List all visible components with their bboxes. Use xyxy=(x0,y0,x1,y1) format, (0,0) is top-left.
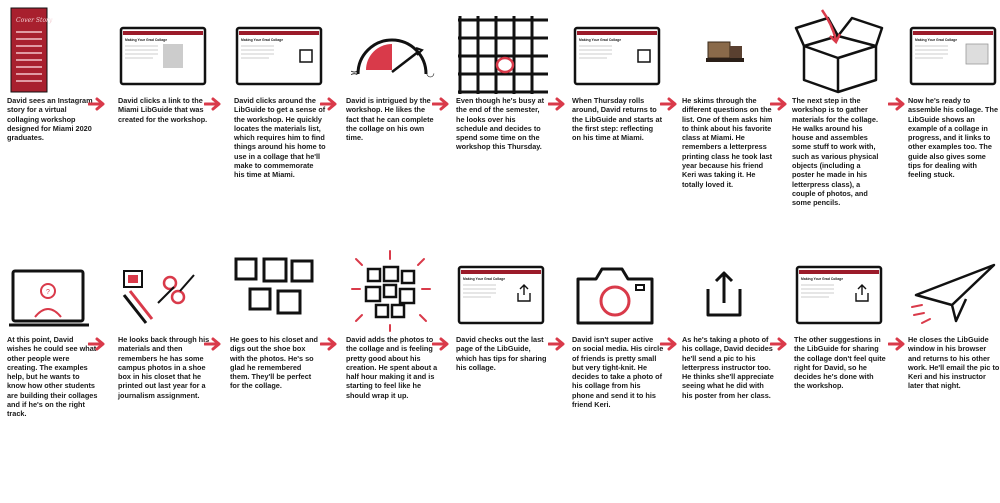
next-arrow-icon xyxy=(770,97,788,111)
step-caption: David is intrigued by the workshop. He likes the fact that he can complete the collage on his own time. xyxy=(346,96,434,143)
next-arrow-icon xyxy=(432,337,450,351)
libguide-title: Making Your Grad Collage xyxy=(125,38,168,42)
step-caption: Even though he's busy at the end of the semester, he looks over his schedule and decides to spend some time on the workshop this Thursday. xyxy=(456,96,545,152)
libguide-page-icon xyxy=(118,6,210,94)
libguide-page-icon xyxy=(234,6,326,94)
next-arrow-icon xyxy=(204,337,222,351)
next-arrow-icon xyxy=(770,337,788,351)
step-caption: The other suggestions in the LibGuide for sharing the collage don't feel quite right for David, so he decides he's done with the workshop. xyxy=(794,335,886,391)
paper-plane-icon xyxy=(908,245,1000,333)
libguide-page-icon xyxy=(572,6,664,94)
svg-text:?: ? xyxy=(46,289,50,296)
step-caption: David adds the photos to the collage and is feeling pretty good about his creation. He spent about a half hour making it and is starting to feel like he should wrap it up. xyxy=(346,335,438,400)
step-caption: David checks out the last page of the LibGuide, which has tips for sharing his collage. xyxy=(456,335,547,372)
libguide-page-icon xyxy=(456,245,548,333)
next-arrow-icon xyxy=(660,337,678,351)
step-caption: David isn't super active on social media. His circle of friends is pretty small but very tight-knit. He decides to take a photo of his collage from his phone and send it to his friend Keri. xyxy=(572,335,664,410)
step-caption: He looks back through his materials and then remembers he has some campus photos in a shoe box in his closet that he printed out last year for a journalism assignment. xyxy=(118,335,210,400)
svg-text:◡: ◡ xyxy=(426,68,435,79)
speedometer-icon xyxy=(346,6,438,94)
step-caption: The next step in the workshop is to gather materials for the collage. He walks around his house and assembles some stuff to work with, such as various physical objects (including a poster he made in his letterpress class), a couple of photos, and some pencils. xyxy=(792,96,879,208)
next-arrow-icon xyxy=(548,337,566,351)
step-caption: He goes to his closet and digs out the shoe box with the photos. He's so glad he remembered them. They'll be perfect for the collage. xyxy=(230,335,318,391)
step-caption: David clicks around the LibGuide to get a sense of the workshop. He quickly locates the materials list, which requires him to find things around his home to use in a collage that he'll make to commemorate his time at Miami. xyxy=(234,96,326,180)
step-caption: As he's taking a photo of his collage, David decides he'll send a pic to his letterpress instructor too. He thinks she'll appreciate seeing what he did with his poster from her class. xyxy=(682,335,774,400)
step-caption: David sees an Instagram story for a virtual collaging workshop designed for Miami 2020 graduates. xyxy=(7,96,93,143)
printing-block-icon xyxy=(682,6,774,94)
collage-icon xyxy=(346,245,438,333)
libguide-page-icon xyxy=(908,6,1000,94)
next-arrow-icon xyxy=(320,337,338,351)
next-arrow-icon xyxy=(888,337,906,351)
next-arrow-icon xyxy=(432,97,450,111)
instagram-story-icon xyxy=(7,6,99,94)
libguide-title: Making Your Grad Collage xyxy=(801,277,844,281)
libguide-title: Making Your Grad Collage xyxy=(241,38,284,42)
share-icon xyxy=(682,245,774,333)
next-arrow-icon xyxy=(660,97,678,111)
step-caption: He closes the LibGuide window in his browser and returns to his other work. He'll email the pic to Keri and his instructor later that night. xyxy=(908,335,1000,391)
step-caption: David clicks a link to the Miami LibGuide that was created for the workshop. xyxy=(118,96,208,124)
step-caption: Now he's ready to assemble his collage. The LibGuide shows an example of a collage in progress, and it links to other examples too. The guide also gives some tips for dealing with feeling stuck. xyxy=(908,96,999,180)
next-arrow-icon xyxy=(88,337,106,351)
svg-text:≍: ≍ xyxy=(350,68,359,79)
step-caption: At this point, David wishes he could see what other people were creating. The examples help, but he wants to know how other students are building their collages and if he's on the right track. xyxy=(7,335,98,419)
next-arrow-icon xyxy=(548,97,566,111)
camera-icon xyxy=(572,245,664,333)
next-arrow-icon xyxy=(204,97,222,111)
libguide-title: Making Your Grad Collage xyxy=(463,277,506,281)
next-arrow-icon xyxy=(888,97,906,111)
open-box-icon xyxy=(792,6,884,94)
next-arrow-icon xyxy=(320,97,338,111)
libguide-title: Making Your Grad Collage xyxy=(915,38,958,42)
calendar-icon xyxy=(456,6,548,94)
step-caption: He skims through the different questions on the list. One of them asks him to think about his favorite class at Miami. He remembers a letterpress printing class he took last year because his friend Keri was taking it. He totally loved it. xyxy=(682,96,773,189)
libguide-title: Making Your Grad Collage xyxy=(579,38,622,42)
laptop-user-icon xyxy=(7,245,99,333)
next-arrow-icon xyxy=(88,97,106,111)
story-card-title: Cover Story xyxy=(16,17,53,24)
photos-icon xyxy=(230,245,322,333)
libguide-page-icon xyxy=(794,245,886,333)
materials-icon xyxy=(118,245,210,333)
step-caption: When Thursday rolls around, David returns to the LibGuide and starts at the first step: reflecting on his time at Miami. xyxy=(572,96,663,143)
